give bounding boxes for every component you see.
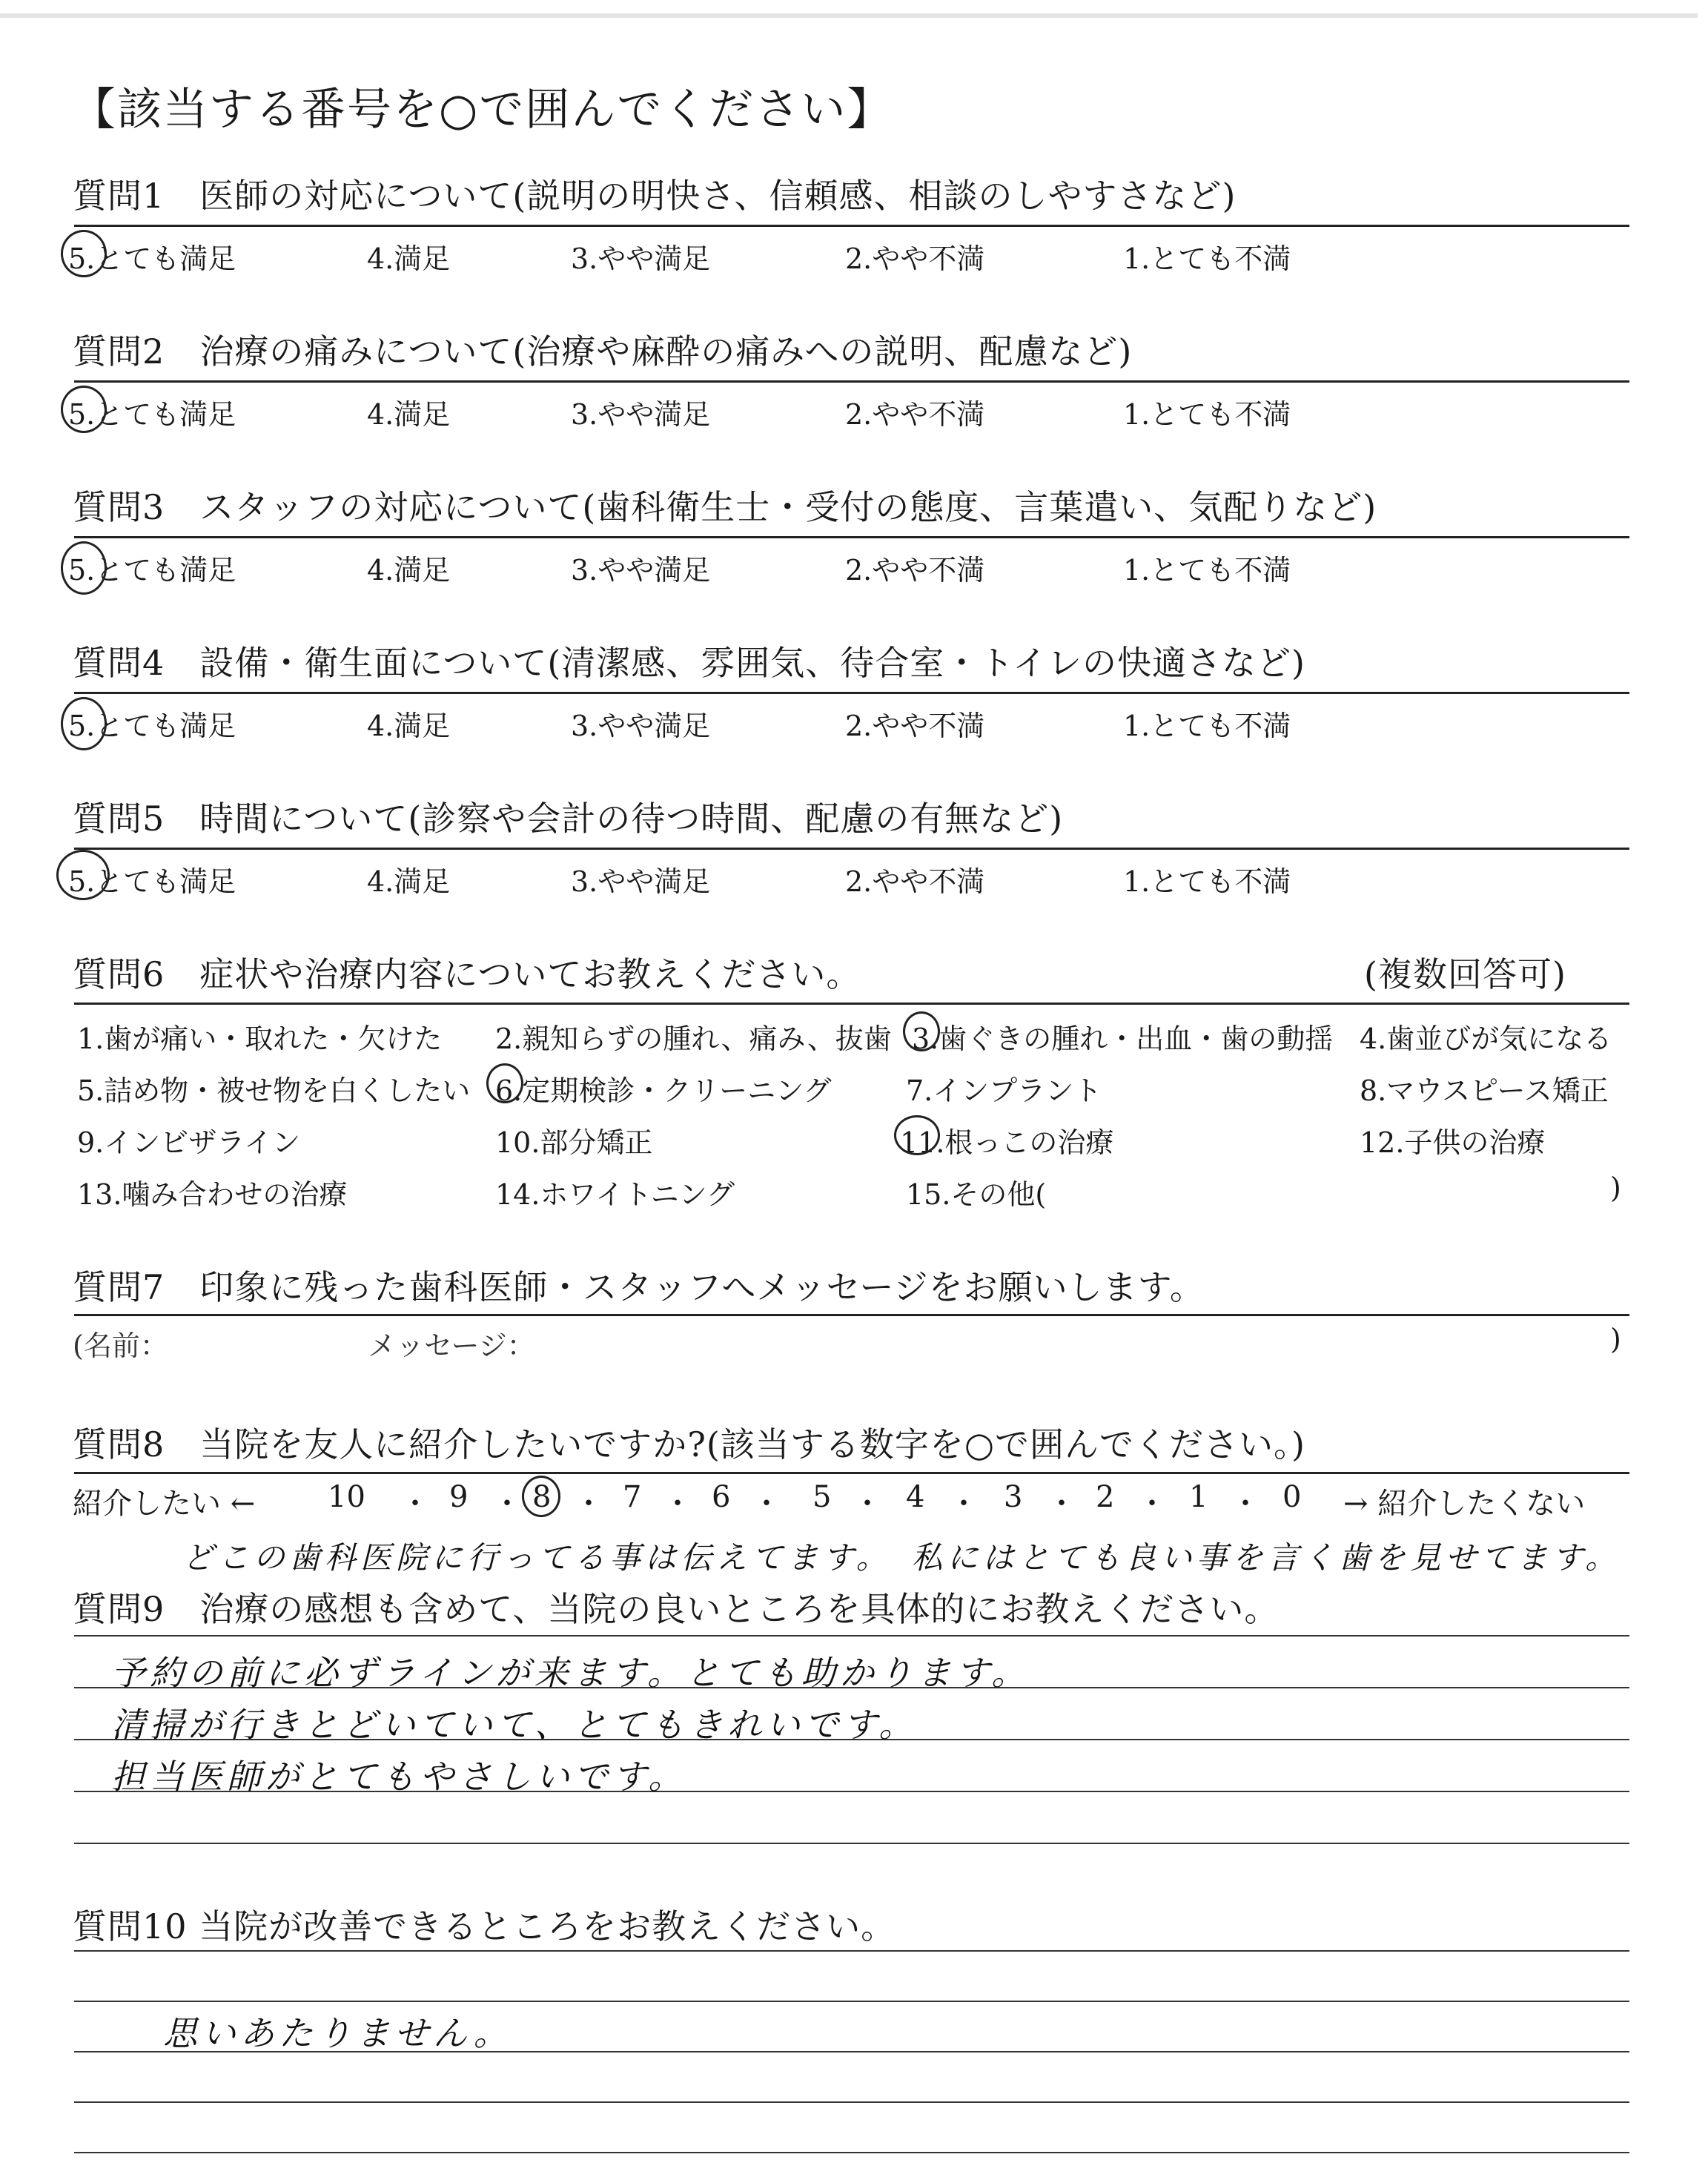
question-10-text: 質問10 当院が改善できるところをお教えください。 [73, 1906, 896, 1946]
question-3-rule [74, 536, 1629, 538]
question-2-text: 質問2 治療の痛みについて(治療や麻酔の痛みへの説明、配慮など) [73, 331, 1133, 371]
q8-selection-circle [522, 1476, 560, 1517]
q6-item-10[interactable]: 10.部分矯正 [495, 1126, 653, 1159]
q6-selection-circle-11 [894, 1115, 940, 1155]
q3-selection-circle [61, 541, 107, 595]
q3-option-1[interactable]: 1.とても不満 [1123, 554, 1291, 587]
q10-handwritten-line-1: 思いあたりません。 [163, 2013, 512, 2053]
q8-dot: ・ [1137, 1487, 1167, 1521]
q8-score-2[interactable]: 2 [1096, 1480, 1115, 1514]
question-6-note: (複数回答可) [1364, 954, 1566, 994]
q8-dot: ・ [853, 1487, 882, 1521]
q9-handwritten-line-1: 予約の前に必ずラインが来ます。とても助かります。 [111, 1653, 1030, 1693]
question-3-text: 質問3 スタッフの対応について(歯科衛生士・受付の態度、言葉遣い、気配りなど) [73, 487, 1377, 527]
question-4-text: 質問4 設備・衛生面について(清潔感、雰囲気、待合室・トイレの快適さなど) [73, 643, 1305, 683]
question-1-text: 質問1 医師の対応について(説明の明快さ、信頼感、相談のしやすさなど) [73, 176, 1237, 216]
q10-answer-line [74, 2101, 1629, 2103]
q6-item-4[interactable]: 4.歯並びが気になる [1360, 1023, 1612, 1055]
q8-score-0[interactable]: 0 [1282, 1480, 1302, 1514]
q4-selection-circle [61, 697, 107, 750]
question-8-text: 質問8 当院を友人に紹介したいですか?(該当する数字を○で囲んでください。) [73, 1424, 1305, 1464]
q8-dot: ・ [949, 1487, 979, 1521]
q6-item-6[interactable]: 6.定期検診・クリーニング [495, 1074, 832, 1107]
q4-option-2[interactable]: 2.やや不満 [845, 710, 985, 742]
form-title: 【該当する番号を○で囲んでください】 [71, 84, 893, 136]
q6-item-1[interactable]: 1.歯が痛い・取れた・欠けた [77, 1023, 443, 1055]
q2-option-2[interactable]: 2.やや不満 [845, 398, 985, 431]
q1-option-5[interactable]: 5.とても満足 [68, 242, 236, 275]
q8-dot: ・ [400, 1487, 430, 1521]
q9-answer-line [74, 1635, 1629, 1636]
q8-dot: ・ [1047, 1487, 1076, 1521]
q8-dot: ・ [492, 1487, 522, 1521]
q2-option-4[interactable]: 4.満足 [367, 398, 451, 431]
question-1-rule [74, 225, 1629, 227]
q1-option-3[interactable]: 3.やや満足 [571, 242, 711, 275]
q6-selection-circle-3 [903, 1011, 940, 1051]
q8-score-5[interactable]: 5 [812, 1480, 832, 1514]
q2-option-5[interactable]: 5.とても満足 [68, 398, 236, 431]
q8-score-4[interactable]: 4 [906, 1480, 925, 1514]
q3-option-2[interactable]: 2.やや不満 [845, 554, 985, 587]
q1-selection-circle [61, 230, 107, 277]
q1-option-1[interactable]: 1.とても不満 [1123, 242, 1291, 275]
q8-score-1[interactable]: 1 [1189, 1480, 1208, 1514]
q2-option-3[interactable]: 3.やや満足 [571, 398, 711, 431]
q7-close-paren: ) [1610, 1323, 1621, 1355]
q4-option-5[interactable]: 5.とても満足 [68, 710, 236, 742]
q7-name-label: (名前： [73, 1330, 168, 1362]
q2-option-1[interactable]: 1.とても不満 [1123, 398, 1291, 431]
q3-option-3[interactable]: 3.やや満足 [571, 554, 711, 587]
q8-dot: ・ [574, 1487, 603, 1521]
q6-item-14[interactable]: 14.ホワイトニング [495, 1178, 735, 1211]
q6-item-5[interactable]: 5.詰め物・被せ物を白くしたい [77, 1074, 471, 1107]
q3-option-4[interactable]: 4.満足 [367, 554, 451, 587]
q6-item-3[interactable]: 3.歯ぐきの腫れ・出血・歯の動揺 [912, 1023, 1334, 1055]
q9-handwritten-line-3: 担当医師がとてもやさしいです。 [111, 1757, 687, 1797]
q1-option-2[interactable]: 2.やや不満 [845, 242, 985, 275]
question-5-rule [74, 848, 1629, 850]
q8-left-label: 紹介したい ← [73, 1487, 256, 1521]
q7-message-label: メッセージ： [368, 1330, 535, 1362]
scan-top-edge [0, 13, 1698, 18]
question-6-text: 質問6 症状や治療内容についてお教えください。 [73, 954, 861, 994]
q8-dot: ・ [1231, 1487, 1260, 1521]
q5-option-2[interactable]: 2.やや不満 [845, 865, 985, 898]
q6-item-13[interactable]: 13.噛み合わせの治療 [77, 1178, 348, 1211]
q8-score-10[interactable]: 10 [328, 1480, 365, 1514]
q8-score-8[interactable]: 8 [532, 1480, 552, 1514]
q3-option-5[interactable]: 5.とても満足 [68, 554, 236, 587]
q5-option-4[interactable]: 4.満足 [367, 865, 451, 898]
question-6-rule [74, 1003, 1629, 1005]
q4-option-3[interactable]: 3.やや満足 [571, 710, 711, 742]
q4-option-4[interactable]: 4.満足 [367, 710, 451, 742]
question-5-text: 質問5 時間について(診察や会計の待つ時間、配慮の有無など) [73, 799, 1064, 839]
q6-selection-circle-6 [486, 1063, 523, 1103]
q6-item-9[interactable]: 9.インビザライン [77, 1126, 301, 1159]
q6-item-12[interactable]: 12.子供の治療 [1360, 1126, 1546, 1159]
q6-item-2[interactable]: 2.親知らずの腫れ、痛み、抜歯 [495, 1023, 892, 1055]
q8-dot: ・ [752, 1487, 781, 1521]
q5-option-1[interactable]: 1.とても不満 [1123, 865, 1291, 898]
q8-dot: ・ [663, 1487, 692, 1521]
question-8-rule [74, 1472, 1629, 1474]
q6-item-11[interactable]: 11.根っこの治療 [900, 1126, 1114, 1159]
q5-selection-circle [56, 850, 110, 900]
question-9-text: 質問9 治療の感想も含めて、当院の良いところを具体的にお教えください。 [73, 1589, 1280, 1629]
q9-handwritten-note-above: どこの歯科医院に行ってる事は伝えてます。 私にはとても良い事を言く歯を見せてます。 [182, 1539, 1621, 1576]
q8-right-label: → 紹介したくない [1343, 1487, 1586, 1521]
question-4-rule [74, 692, 1629, 694]
q6-item-8[interactable]: 8.マウスピース矯正 [1360, 1074, 1609, 1107]
q5-option-5[interactable]: 5.とても満足 [68, 865, 236, 898]
question-7-rule [74, 1314, 1629, 1316]
q5-option-3[interactable]: 3.やや満足 [571, 865, 711, 898]
q8-score-3[interactable]: 3 [1004, 1480, 1023, 1514]
q8-score-7[interactable]: 7 [623, 1480, 642, 1514]
question-7-text: 質問7 印象に残った歯科医師・スタッフへメッセージをお願いします。 [73, 1267, 1205, 1307]
q6-item-15[interactable]: 15.その他( [906, 1178, 1047, 1211]
q2-selection-circle [61, 386, 107, 433]
question-2-rule [74, 380, 1629, 383]
q4-option-1[interactable]: 1.とても不満 [1123, 710, 1291, 742]
q9-handwritten-line-2: 清掃が行きとどいていて、とてもきれいです。 [111, 1705, 918, 1745]
q10-answer-line [74, 2001, 1629, 2002]
q10-answer-line [74, 1950, 1629, 1952]
q8-score-6[interactable]: 6 [712, 1480, 731, 1514]
q6-item-7[interactable]: 7.インプラント [906, 1074, 1102, 1107]
q9-answer-line [74, 1843, 1629, 1844]
q6-item-15-close: ) [1610, 1172, 1621, 1204]
q8-score-9[interactable]: 9 [449, 1480, 469, 1514]
q1-option-4[interactable]: 4.満足 [367, 242, 451, 275]
q10-answer-line [74, 2152, 1629, 2153]
